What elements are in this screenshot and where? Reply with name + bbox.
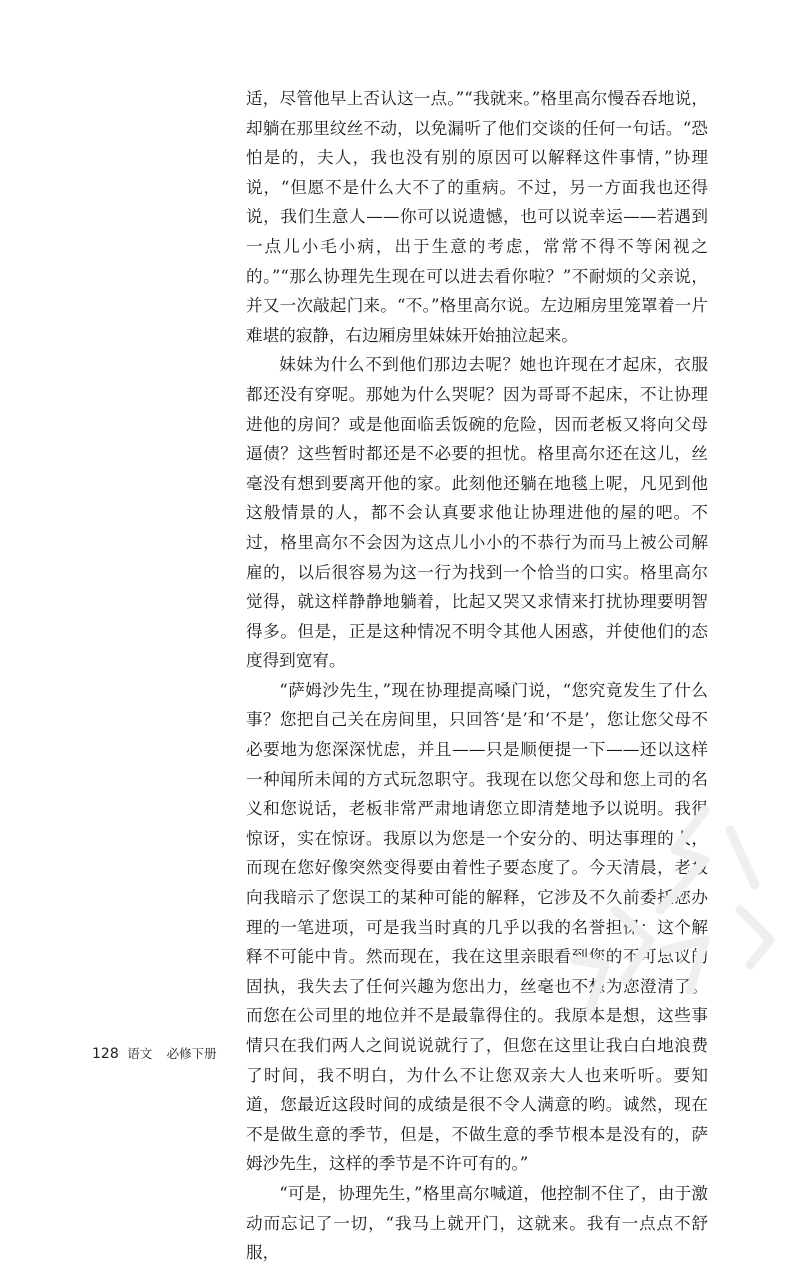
- paragraph-2: 妹妹为什么不到他们那边去呢？她也许现在才起床，衣服都还没有穿呢。那她为什么哭呢？因为哥哥不起床，不让协理进他的房间？或是他面临丢饭碗的危险，因而老板又将向父母逼债？这些暂时都还是不必要的担忧。格里高尔还在这儿，丝毫没有想到要离开他的家。此刻他还躺在地毯上呢，凡见到他这般情景的人，都不会认真要求他让协理进他的屋的吧。不过，格里高尔不会因为这点儿小小的不恭行为而马上被公司解雇的，以后很容易为这一行为找到一个恰当的口实。格里高尔觉得，就这样静静地躺着，比起又哭又求情来打扰协理要明智得多。但是，正是这种情况不明令其他人困惑，并使他们的态度得到宽宥。: [246, 355, 708, 671]
- paragraph-4: “可是，协理先生，”格里高尔喊道，他控制不住了，由于激动而忘记了一切，“我马上就开门，这就来。我有一点点不舒服，: [246, 1183, 708, 1263]
- page-number: 128: [92, 1046, 119, 1062]
- main-text: [246, 84, 708, 1268]
- book-title: 语文: [127, 1046, 153, 1061]
- paragraph-1: 适，尽管他早上否认这一点。”“我就来。”格里高尔慢吞吞地说，却躺在那里纹丝不动，以免漏听了他们交谈的任何一句话。“恐怕是的，夫人，我也没有别的原因可以解释这件事情，”协理说，“但愿不是什么大不了的重病。不过，另一方面我也还得说，我们生意人——你可以说遗憾，也可以说幸运——若遇到一点儿小毛小病，出于生意的考虑，常常不得不等闲视之的。”“那么协理先生现在可以进去看你啦？”不耐烦的父亲说，并又一次敲起门来。“不。”格里高尔说。左边厢房里笼罩着一片难堪的寂静，右边厢房里妹妹开始抽泣起来。: [246, 89, 708, 345]
- paragraph-3: “萨姆沙先生，”现在协理提高嗓门说，“您究竟发生了什么事？您把自己关在房间里，只回答‘是’和‘不是’，您让您父母不必要地为您深深忧虑，并且——只是顺便提一下——还以这样一种闻所未闻的方式玩忽职守。我现在以您父母和您上司的名义和您说话，老板非常严肃地请您立即清楚地予以说明。我很惊讶，实在惊讶。我原以为您是一个安分的、明达事理的人，而现在您好像突然变得要由着性子要态度了。今天清晨，老板向我暗示了您误工的某种可能的解释，它涉及不久前委托您办理的一笔进项，可是我当时真的几乎以我的名誉担保：这个解释不可能中肯。然而现在，我在这里亲眼看到您的不可思议的固执，我失去了任何兴趣为您出力，丝毫也不想为您澄清了。而您在公司里的地位并不是最靠得住的。我原本是想，这些事情只在我们两人之间说说就行了，但您在这里让我白白地浪费了时间，我不明白，为什么不让您双亲大人也来听听。要知道，您最近这段时间的成绩是很不令人满意的哟。诚然，现在不是做生意的季节，但是，不做生意的季节根本是没有的，萨姆沙先生，这样的季节是不许可有的。”: [246, 680, 708, 1174]
- page-footer: [92, 1044, 217, 1062]
- volume-label: 必修下册: [166, 1046, 217, 1061]
